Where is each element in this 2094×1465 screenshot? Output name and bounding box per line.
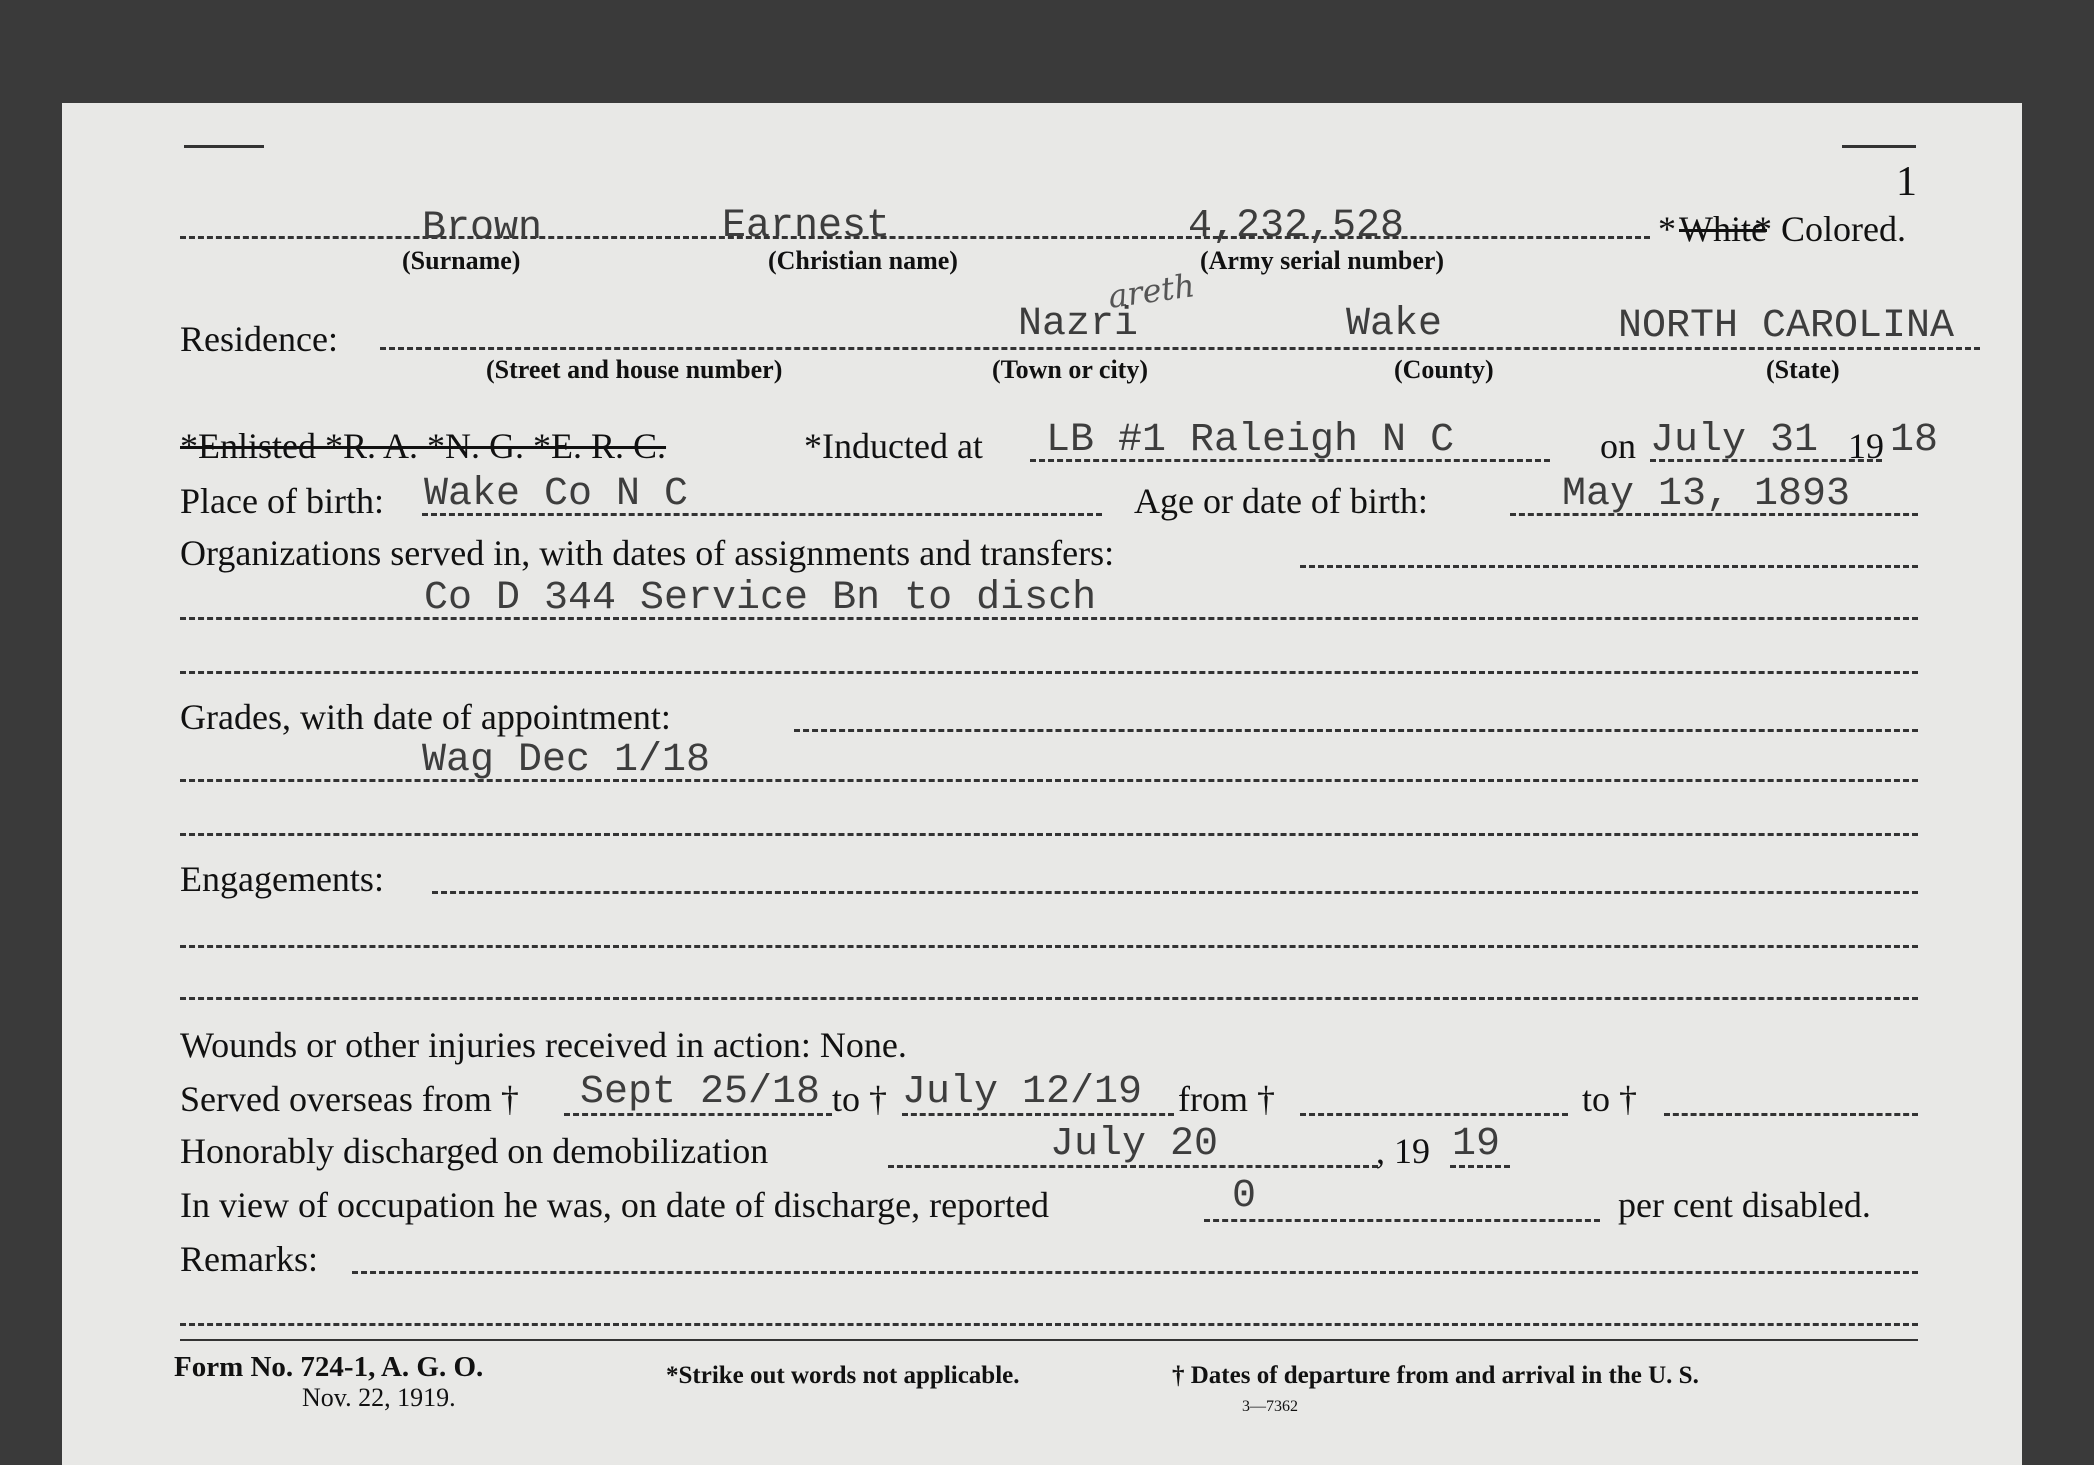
overseas-to-value: July 12/19 — [902, 1070, 1143, 1115]
organizations-line-1 — [1300, 565, 1918, 568]
race-white-struck: White — [1679, 209, 1767, 249]
disability-line — [1204, 1219, 1600, 1222]
remarks-line-1 — [352, 1271, 1918, 1274]
induction-year-prefix: 19 — [1848, 426, 1884, 466]
induction-year-value: 18 — [1890, 418, 1939, 463]
overseas-from2-line — [1300, 1113, 1568, 1116]
christian-name-label: (Christian name) — [768, 246, 958, 275]
state-label: (State) — [1766, 355, 1840, 384]
grades-line-3 — [180, 833, 1918, 836]
draft-record-card — [62, 103, 2022, 1465]
overseas-to2-label: to † — [1582, 1079, 1638, 1119]
grades-label: Grades, with date of appointment: — [180, 697, 671, 737]
disability-suffix: per cent disabled. — [1618, 1185, 1871, 1225]
date-of-birth-label: Age or date of birth: — [1134, 481, 1428, 521]
overseas-from2-label: from † — [1178, 1079, 1275, 1119]
surname-value: Brown — [422, 206, 543, 251]
disability-label: In view of occupation he was, on date of discharge, reported — [180, 1185, 1050, 1225]
print-code: 3—7362 — [1242, 1398, 1298, 1415]
town-value: Nazri — [1018, 302, 1139, 347]
date-of-birth-value: May 13, 1893 — [1562, 472, 1851, 517]
serial-number-value: 4,232,528 — [1188, 204, 1405, 249]
strike-note: *Strike out words not applicable. — [666, 1362, 1020, 1389]
enlistment-options-struck: *Enlisted *R. A. *N. G. *E. R. C. — [180, 426, 667, 466]
town-correction-handwritten: areth — [1105, 266, 1198, 316]
street-label: (Street and house number) — [486, 355, 783, 384]
name-line — [180, 236, 1650, 239]
top-left-rule — [184, 145, 264, 148]
on-label: on — [1600, 426, 1636, 466]
christian-name-value: Earnest — [722, 204, 891, 249]
card-number: 1 — [1896, 159, 1917, 205]
overseas-to-label: to † — [832, 1079, 888, 1119]
discharge-date-value: July 20 — [1050, 1122, 1219, 1167]
discharge-year-value: 19 — [1452, 1122, 1501, 1167]
organizations-value: Co D 344 Service Bn to disch — [424, 576, 1097, 621]
engagements-line-1 — [432, 891, 1918, 894]
remarks-line-2 — [180, 1323, 1918, 1326]
place-of-birth-label: Place of birth: — [180, 481, 384, 521]
grades-line-1 — [794, 729, 1918, 732]
engagements-line-2 — [180, 945, 1918, 948]
overseas-from-value: Sept 25/18 — [580, 1070, 821, 1115]
county-label: (County) — [1394, 355, 1494, 384]
served-overseas-label: Served overseas from † — [180, 1079, 519, 1119]
form-date: Nov. 22, 1919. — [302, 1383, 456, 1412]
wounds-label: Wounds or other injuries received in action: None. — [180, 1025, 907, 1065]
dates-note: † Dates of departure from and arrival in the U. S. — [1172, 1362, 1699, 1389]
race-star: * — [1658, 209, 1676, 249]
county-value: Wake — [1346, 302, 1443, 347]
organizations-label: Organizations served in, with dates of assignments and transfers: — [180, 533, 1115, 573]
engagements-line-3 — [180, 997, 1918, 1000]
grades-value: Wag Dec 1/18 — [422, 738, 711, 783]
discharge-label: Honorably discharged on demobilization — [180, 1131, 769, 1171]
top-right-rule — [1842, 145, 1916, 148]
discharge-year-prefix: , 19 — [1376, 1131, 1430, 1171]
footer-rule — [180, 1339, 1918, 1341]
form-number: Form No. 724-1, A. G. O. — [174, 1351, 484, 1383]
inducted-value: LB #1 Raleigh N C — [1046, 418, 1455, 463]
induction-date-value: July 31 — [1650, 418, 1819, 463]
place-of-birth-value: Wake Co N C — [424, 472, 689, 517]
serial-number-label: (Army serial number) — [1200, 246, 1445, 275]
disability-value: 0 — [1232, 1174, 1257, 1219]
surname-label: (Surname) — [402, 246, 521, 275]
organizations-line-3 — [180, 671, 1918, 674]
engagements-label: Engagements: — [180, 859, 384, 899]
inducted-label: *Inducted at — [804, 426, 983, 466]
race-colored: * Colored. — [1754, 209, 1906, 249]
residence-label: Residence: — [180, 319, 338, 359]
remarks-label: Remarks: — [180, 1239, 318, 1279]
overseas-to2-line — [1664, 1113, 1918, 1116]
town-label: (Town or city) — [992, 355, 1148, 384]
state-value: NORTH CAROLINA — [1618, 304, 1955, 349]
